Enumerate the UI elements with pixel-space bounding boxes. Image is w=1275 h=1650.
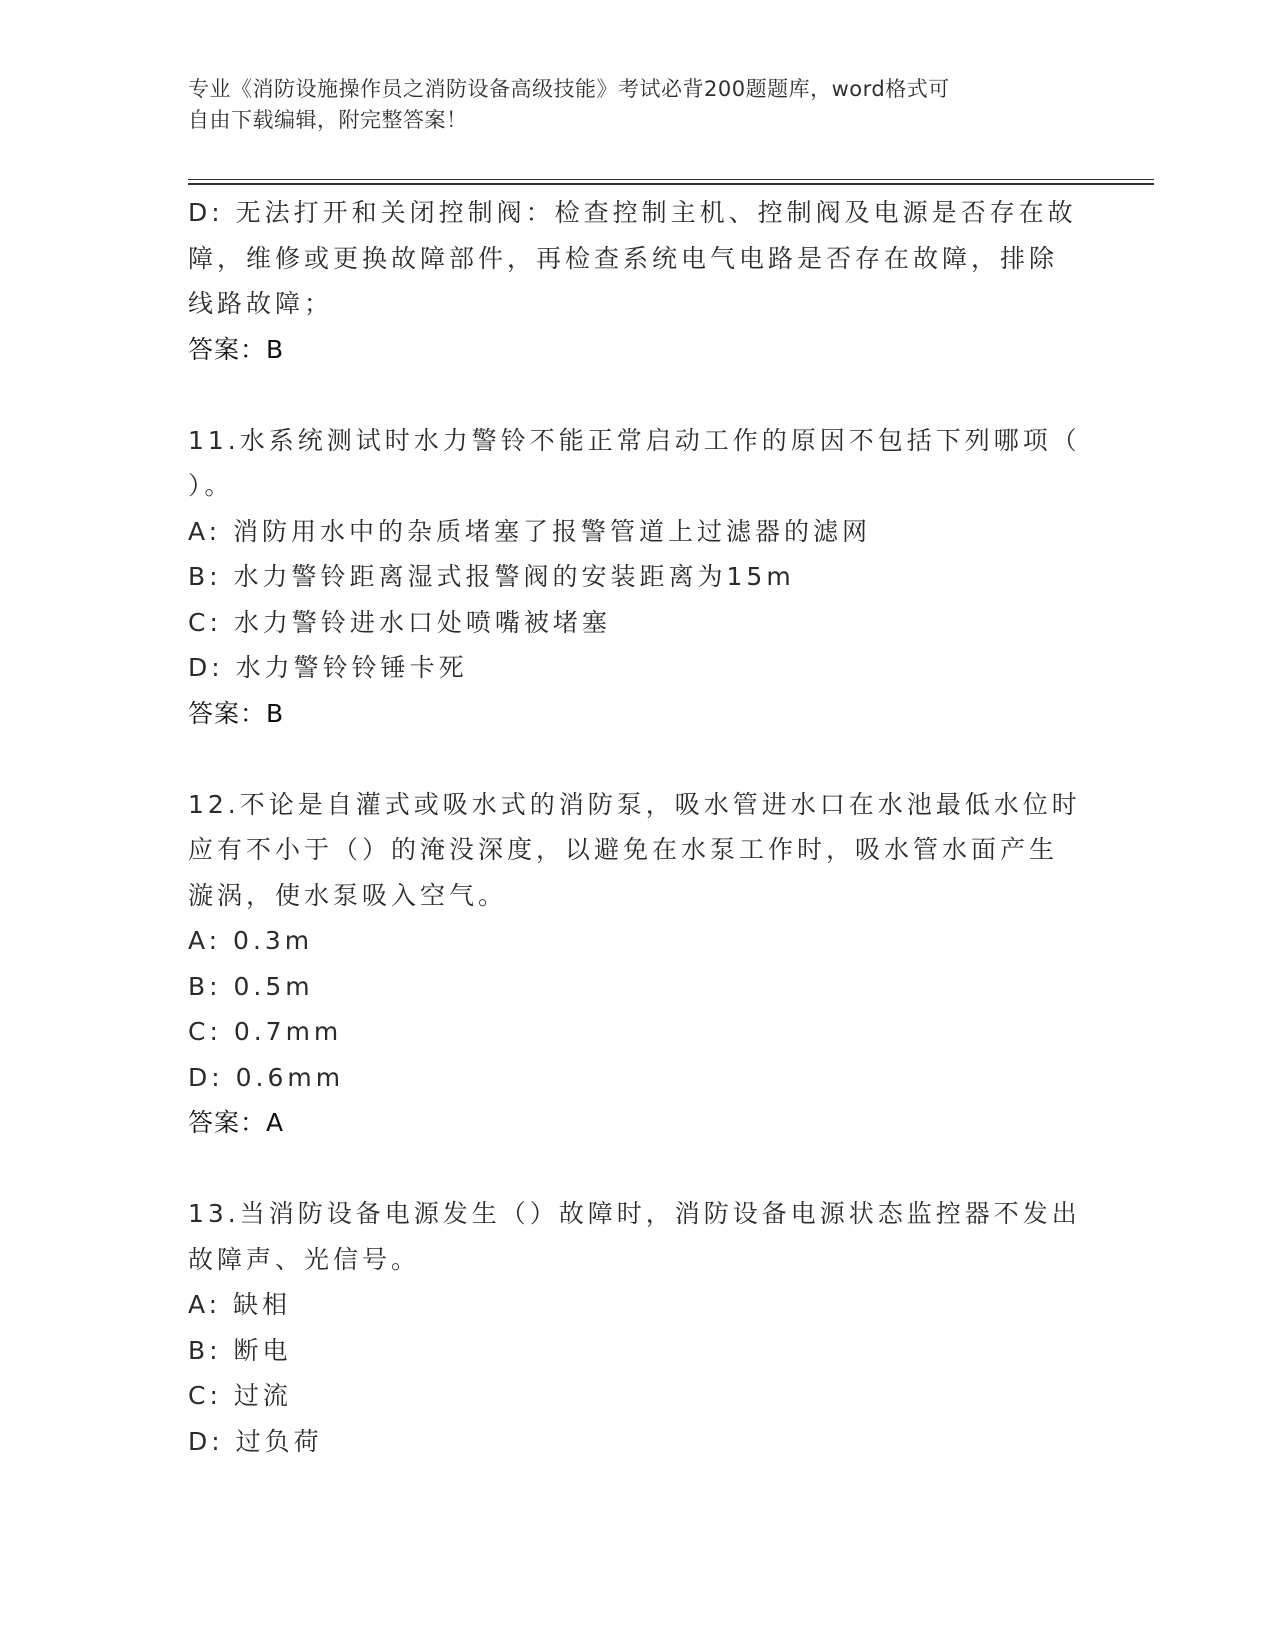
prev-question-block xyxy=(188,190,1088,373)
q12-stem-line-1: 12.不论是自灌式或吸水式的消防泵，吸水管进水口在水池最低水位时 xyxy=(188,789,1081,819)
q11-option-b: B: 水力警铃距离湿式报警阀的安装距离为15m xyxy=(188,562,795,591)
q12-option-c: C: 0.7mm xyxy=(188,1017,343,1046)
q12-answer: 答案：A xyxy=(188,1108,285,1137)
header-divider-thin xyxy=(188,179,1154,180)
q12-option-d: D: 0.6mm xyxy=(188,1062,345,1092)
q12-stem-line-3: 漩涡，使水泵吸入空气。 xyxy=(188,880,508,910)
q13-option-b: B: 断电 xyxy=(188,1335,292,1365)
q11-stem-line-1: 11.水系统测试时水力警铃不能正常启动工作的原因不包括下列哪项（ xyxy=(188,425,1081,455)
q13-option-a: A: 缺相 xyxy=(188,1290,292,1319)
q11-option-c: C: 水力警铃进水口处喷嘴被堵塞 xyxy=(188,607,611,637)
question-11 xyxy=(188,418,1088,737)
header-line-1: 专业《消防设施操作员之消防设备高级技能》考试必背200题题库，word格式可 xyxy=(188,77,950,101)
q13-stem-line-1: 13.当消防设备电源发生（）故障时，消防设备电源状态监控器不发出 xyxy=(188,1199,1081,1228)
spacer xyxy=(188,737,1088,782)
q13-option-d: D: 过负荷 xyxy=(188,1426,323,1456)
header-line-2: 自由下载编辑，附完整答案！ xyxy=(188,108,468,132)
spacer xyxy=(188,373,1088,418)
q12-option-b: B: 0.5m xyxy=(188,971,314,1001)
question-list xyxy=(188,190,1088,1464)
q11-stem-line-2: ）。 xyxy=(188,471,234,500)
q11-option-d: D: 水力警铃铃锤卡死 xyxy=(188,653,468,682)
prev-answer: 答案：B xyxy=(188,334,285,364)
question-13 xyxy=(188,1191,1088,1464)
q12-stem-line-2: 应有不小于（）的淹没深度，以避免在水泵工作时，吸水管水面产生 xyxy=(188,835,1059,864)
prev-option-d-line-2: 障，维修或更换故障部件，再检查系统电气电路是否存在故障，排除 xyxy=(188,243,1059,273)
question-12 xyxy=(188,782,1088,1147)
q11-option-a: A: 消防用水中的杂质堵塞了报警管道上过滤器的滤网 xyxy=(188,516,872,546)
prev-option-d-line-1: D: 无法打开和关闭控制阀：检查控制主机、控制阀及电源是否存在故 xyxy=(188,198,1077,227)
header-divider-thick xyxy=(188,183,1154,185)
q11-answer: 答案：B xyxy=(188,698,285,728)
q12-option-a: A: 0.3m xyxy=(188,926,314,955)
q13-option-c: C: 过流 xyxy=(188,1381,292,1410)
q13-stem-line-2: 故障声、光信号。 xyxy=(188,1244,421,1274)
prev-option-d-line-3: 线路故障； xyxy=(188,289,334,318)
spacer xyxy=(188,1146,1088,1191)
document-header xyxy=(188,74,1068,136)
